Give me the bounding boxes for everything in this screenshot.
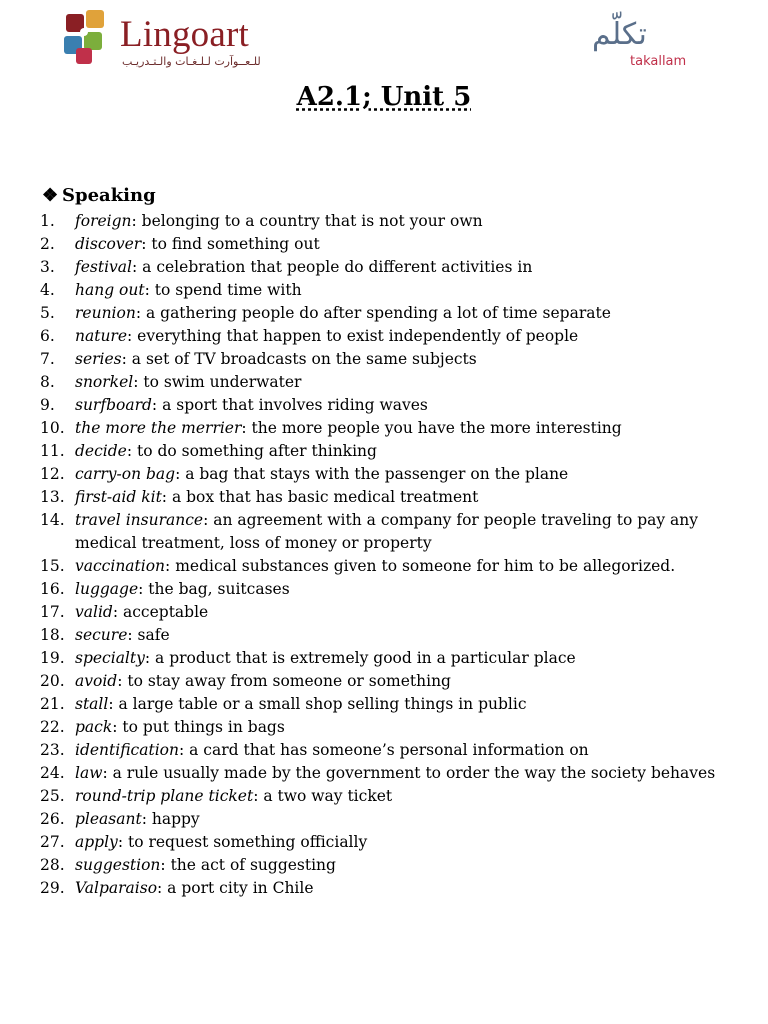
list-item-number: 26. — [40, 810, 65, 828]
list-item-number: 5. — [40, 304, 55, 322]
list-item-number: 4. — [40, 281, 55, 299]
vocab-term: hang out — [75, 281, 145, 299]
list-item — [40, 371, 740, 394]
list-item-number: 2. — [40, 235, 55, 253]
page-title — [0, 82, 768, 113]
list-item — [40, 877, 740, 900]
vocab-term: reunion — [75, 304, 136, 322]
vocab-term: luggage — [75, 580, 139, 598]
list-item — [40, 256, 740, 279]
vocabulary-list — [40, 210, 740, 900]
vocab-term: secure — [75, 626, 128, 644]
list-item — [40, 831, 740, 854]
diamond-bullet-icon: ❖ — [42, 185, 59, 206]
list-item-number: 3. — [40, 258, 55, 276]
vocab-definition: : a two way ticket — [253, 787, 393, 805]
list-item — [40, 348, 740, 371]
list-item — [40, 762, 740, 785]
vocab-definition: : to spend time with — [144, 281, 302, 299]
list-item — [40, 302, 740, 325]
section-heading-text: Speaking — [62, 185, 156, 206]
vocab-definition: : the more people you have the more interesting — [241, 419, 622, 437]
list-item-number: 22. — [40, 718, 65, 736]
vocab-definition: : happy — [141, 810, 200, 828]
vocab-definition: : the bag, suitcases — [138, 580, 290, 598]
vocab-term: decide — [75, 442, 127, 460]
list-item — [40, 279, 740, 302]
list-item-number: 13. — [40, 488, 65, 506]
vocab-term: pack — [75, 718, 113, 736]
vocab-term: avoid — [75, 672, 118, 690]
lingoart-logo-text: Lingoart — [120, 14, 250, 55]
list-item-number: 8. — [40, 373, 55, 391]
list-item-number: 23. — [40, 741, 65, 759]
list-item-number: 15. — [40, 557, 65, 575]
list-item — [40, 808, 740, 831]
vocab-definition: : acceptable — [112, 603, 209, 621]
list-item-number: 10. — [40, 419, 65, 437]
vocab-term: the more the merrier — [75, 419, 242, 437]
list-item — [40, 210, 740, 233]
list-item — [40, 555, 740, 578]
list-item-number: 12. — [40, 465, 65, 483]
vocab-definition: : a bag that stays with the passenger on the plane — [175, 465, 569, 483]
vocab-term: law — [75, 764, 103, 782]
list-item — [40, 394, 740, 417]
vocab-term: travel insurance — [75, 511, 204, 529]
vocab-definition: : a port city in Chile — [157, 879, 314, 897]
list-item — [40, 578, 740, 601]
takallam-logo-arabic: تكلّم — [592, 17, 647, 52]
vocab-definition: : safe — [127, 626, 170, 644]
list-item — [40, 440, 740, 463]
list-item-number: 6. — [40, 327, 55, 345]
list-item-number: 27. — [40, 833, 65, 851]
puzzle-logo-icon — [62, 8, 112, 66]
vocab-definition: : a product that is extremely good in a particular place — [144, 649, 576, 667]
vocab-definition: : a box that has basic medical treatment — [161, 488, 479, 506]
vocab-definition: : a large table or a small shop selling things in public — [108, 695, 527, 713]
vocab-term: festival — [75, 258, 133, 276]
vocab-definition: : to stay away from someone or something — [117, 672, 451, 690]
vocab-term: pleasant — [75, 810, 142, 828]
vocab-term: series — [75, 350, 122, 368]
list-item-number: 28. — [40, 856, 65, 874]
vocab-term: specialty — [75, 649, 145, 667]
list-item — [40, 716, 740, 739]
list-item-number: 7. — [40, 350, 55, 368]
vocab-definition: : an agreement with a company for people traveling to pay any medical treatment, loss of money or property — [75, 511, 699, 552]
list-item — [40, 325, 740, 348]
list-item — [40, 785, 740, 808]
list-item-number: 11. — [40, 442, 65, 460]
list-item-number: 25. — [40, 787, 65, 805]
vocab-definition: : the act of suggesting — [160, 856, 336, 874]
vocab-term: snorkel — [75, 373, 134, 391]
vocab-term: suggestion — [75, 856, 161, 874]
vocab-term: apply — [75, 833, 118, 851]
vocab-definition: : a set of TV broadcasts on the same subjects — [121, 350, 477, 368]
list-item — [40, 486, 740, 509]
list-item — [40, 854, 740, 877]
vocab-definition: : to find something out — [141, 235, 320, 253]
vocab-term: identification — [75, 741, 179, 759]
page-title-text: A2.1; Unit 5 — [296, 82, 472, 112]
vocab-definition: : to swim underwater — [133, 373, 302, 391]
vocab-definition: : a rule usually made by the government to order the way the society behaves — [102, 764, 716, 782]
vocab-definition: : medical substances given to someone for him to be allegorized. — [165, 557, 676, 575]
list-item — [40, 670, 740, 693]
vocab-definition: : a gathering people do after spending a lot of time separate — [135, 304, 611, 322]
vocab-term: stall — [75, 695, 109, 713]
lingoart-logo — [62, 8, 277, 70]
vocab-term: first-aid kit — [75, 488, 162, 506]
list-item — [40, 647, 740, 670]
list-item-number: 24. — [40, 764, 65, 782]
list-item-number: 1. — [40, 212, 55, 230]
list-item — [40, 601, 740, 624]
vocab-definition: : to request something officially — [117, 833, 368, 851]
list-item-number: 18. — [40, 626, 65, 644]
vocab-definition: : a card that has someone’s personal information on — [178, 741, 589, 759]
list-item-number: 21. — [40, 695, 65, 713]
vocab-term: vaccination — [75, 557, 166, 575]
vocab-term: discover — [75, 235, 142, 253]
list-item — [40, 739, 740, 762]
vocab-definition: : to do something after thinking — [126, 442, 377, 460]
takallam-logo — [592, 17, 702, 72]
list-item — [40, 463, 740, 486]
lingoart-logo-arabic: للـعــوآرت لـلـغـات والـتـدريـب — [122, 55, 261, 68]
vocab-definition: : belonging to a country that is not your own — [131, 212, 483, 230]
vocab-term: foreign — [75, 212, 132, 230]
list-item — [40, 624, 740, 647]
list-item — [40, 417, 740, 440]
list-item-number: 17. — [40, 603, 65, 621]
vocab-definition: : a celebration that people do different activities in — [132, 258, 533, 276]
vocab-definition: : to put things in bags — [112, 718, 285, 736]
section-heading — [42, 185, 156, 207]
list-item-number: 29. — [40, 879, 65, 897]
vocab-term: carry-on bag — [75, 465, 176, 483]
vocab-term: round-trip plane ticket — [75, 787, 254, 805]
takallam-logo-text: takallam — [630, 54, 687, 69]
vocab-term: Valparaiso — [75, 879, 158, 897]
list-item-number: 9. — [40, 396, 55, 414]
list-item-number: 14. — [40, 511, 65, 529]
list-item-number: 16. — [40, 580, 65, 598]
list-item — [40, 233, 740, 256]
list-item — [40, 509, 740, 555]
vocab-term: valid — [75, 603, 113, 621]
vocab-definition: : everything that happen to exist independently of people — [127, 327, 579, 345]
list-item-number: 20. — [40, 672, 65, 690]
vocab-term: surfboard — [75, 396, 152, 414]
vocab-term: nature — [75, 327, 128, 345]
list-item-number: 19. — [40, 649, 65, 667]
vocab-definition: : a sport that involves riding waves — [151, 396, 428, 414]
list-item — [40, 693, 740, 716]
